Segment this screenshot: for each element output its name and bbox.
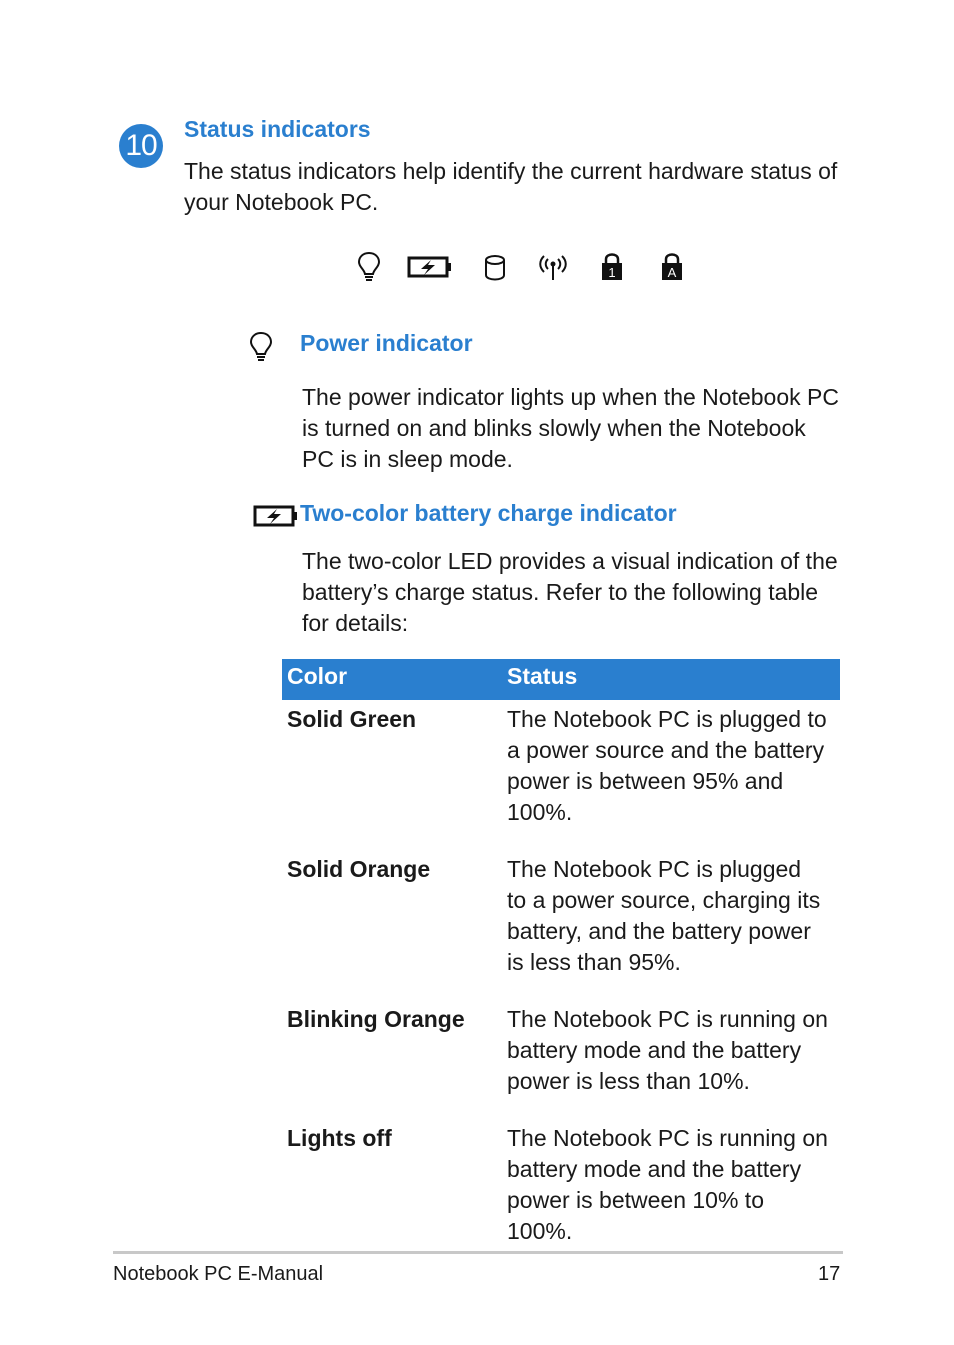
power-indicator-title: Power indicator [300, 330, 473, 356]
table-row [282, 850, 840, 1000]
status-line: The Notebook PC is plugged to [507, 706, 827, 732]
status-line: 100%. [507, 799, 573, 825]
status-line: The Notebook PC is plugged [507, 856, 802, 882]
battery-charge-icon [253, 505, 299, 527]
status-cell [502, 1000, 840, 1119]
table-row [282, 1000, 840, 1119]
caps-lock-label: A [667, 265, 677, 280]
status-line: battery, and the battery power [507, 918, 811, 944]
status-line: power is between 10% to 100%. [507, 1187, 764, 1244]
color-cell: Blinking Orange [287, 1006, 465, 1032]
num-lock-icon [600, 251, 624, 281]
power-indicator-text [302, 382, 839, 475]
drive-activity-icon [483, 254, 507, 282]
text-line: is turned on and blinks slowly when the Notebook [302, 415, 806, 441]
intro-line: The status indicators help identify the current hardware status of [184, 158, 838, 184]
footer-divider [113, 1251, 843, 1254]
text-line: The power indicator lights up when the Notebook PC [302, 384, 839, 410]
footer-title: Notebook PC E-Manual [113, 1263, 324, 1285]
section-intro [184, 156, 837, 218]
section-title: Status indicators [184, 116, 371, 142]
column-header-color: Color [282, 659, 502, 700]
text-line: The two-color LED provides a visual indication of the [302, 548, 838, 574]
text-line: for details: [302, 610, 409, 636]
page-number: 17 [818, 1263, 841, 1285]
status-line: The Notebook PC is running on [507, 1006, 828, 1032]
status-line: battery mode and the battery [507, 1037, 802, 1063]
power-indicator-icon [249, 330, 273, 364]
text-line: PC is in sleep mode. [302, 446, 513, 472]
status-cell [502, 1119, 840, 1247]
power-indicator-icon [357, 250, 381, 284]
status-line: power is less than 10%. [507, 1068, 750, 1094]
wireless-indicator-icon [539, 254, 567, 282]
table-header-row [282, 659, 840, 700]
status-cell [502, 850, 840, 1000]
status-line: battery mode and the battery [507, 1156, 802, 1182]
battery-indicator-title: Two-color battery charge indicator [300, 500, 677, 526]
status-line: is less than 95%. [507, 949, 681, 975]
caps-lock-icon [660, 251, 684, 281]
column-header-status: Status [502, 659, 840, 700]
color-cell: Solid Orange [287, 856, 431, 882]
table-row [282, 1119, 840, 1247]
battery-status-table [282, 659, 840, 1247]
battery-indicator-text [302, 546, 838, 639]
section-number-badge: 10 [119, 124, 163, 168]
text-line: battery’s charge status. Refer to the following table [302, 579, 819, 605]
battery-charge-icon [407, 256, 453, 278]
color-cell: Solid Green [287, 706, 417, 732]
table-row [282, 700, 840, 850]
status-line: The Notebook PC is running on [507, 1125, 828, 1151]
status-line: power is between 95% and [507, 768, 784, 794]
status-line: a power source and the battery [507, 737, 825, 763]
status-cell [502, 700, 840, 850]
intro-line: your Notebook PC. [184, 189, 379, 215]
status-line: to a power source, charging its [507, 887, 821, 913]
num-lock-label: 1 [608, 265, 616, 280]
color-cell: Lights off [287, 1125, 392, 1151]
